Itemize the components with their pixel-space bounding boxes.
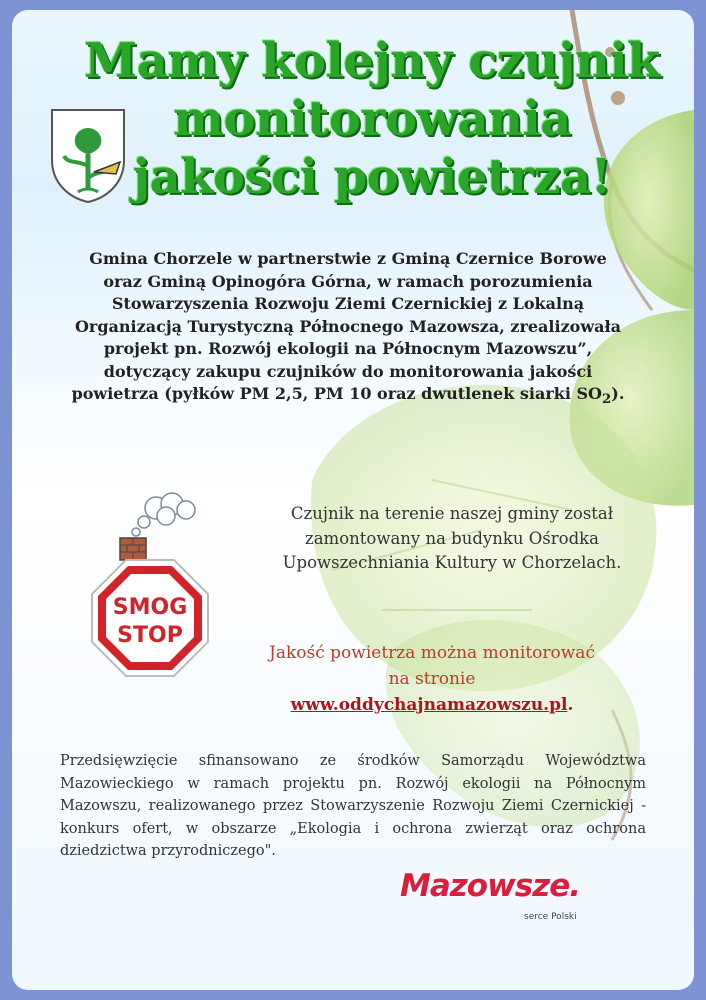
monitoring-info-paragraph — [202, 640, 662, 718]
monitoring-line-2: na stronie — [388, 669, 476, 689]
page-title — [72, 32, 672, 206]
monitoring-dot: . — [567, 695, 574, 715]
title-line-2: monitorowania — [173, 91, 571, 147]
poster — [12, 10, 694, 990]
smoke-cloud-icon — [132, 493, 195, 536]
project-intro-text: Gmina Chorzele w partnerstwie z Gminą Czernice Borowe oraz Gminą Opinogóra Górna, w ramach porozumienia Stowarzyszenia Rozwoju Ziemi Czernickiej z Lokalną Organizacją Turystyczną Północnego Mazowsza, zrealizowała projekt pn. Rozwój ekologii na Północnym Mazowszu”, dotyczący zakupu czujników do monitorowania jakości powietrza (pyłków PM 2,5, PM 10 oraz dwutlenek siarki SO — [71, 249, 621, 403]
funding-paragraph: Przedsięwzięcie sfinansowano ze środków Samorządu Województwa Mazowieckiego w ramach projektu pn. Rozwój ekologii na Północnym Mazowszu, realizowanego przez Stowarzyszenie Rozwoju Ziemi Czernickiej - konkurs ofert, w obszarze „Ekologia i ochrona zwierząt oraz ochrona dziedzictwa przyrodniczego". — [60, 753, 646, 859]
monitoring-line-1: Jakość powietrza można monitorować — [269, 643, 595, 663]
title-line-1: Mamy kolejny czujnik — [84, 33, 660, 89]
mazowsze-tagline: serce Polski — [524, 912, 577, 922]
smog-stop-sign — [82, 490, 218, 690]
sign-text-stop: STOP — [117, 623, 183, 648]
so2-subscript: 2 — [602, 391, 612, 408]
mazowsze-logo — [400, 868, 640, 928]
project-intro-paragraph — [68, 248, 628, 411]
project-intro-end: ). — [611, 384, 625, 403]
municipality-coat-of-arms — [50, 108, 126, 204]
monitoring-website-link[interactable]: www.oddychajnamazowszu.pl — [290, 695, 568, 715]
mazowsze-wordmark: Mazowsze. — [400, 868, 581, 904]
title-line-3: jakości powietrza! — [132, 149, 612, 205]
sensor-location-paragraph: Czujnik na terenie naszej gminy został zamontowany na budynku Ośrodka Upowszechniania Kultury w Chorzelach. — [282, 504, 622, 572]
sign-text-smog: SMOG — [112, 595, 188, 620]
